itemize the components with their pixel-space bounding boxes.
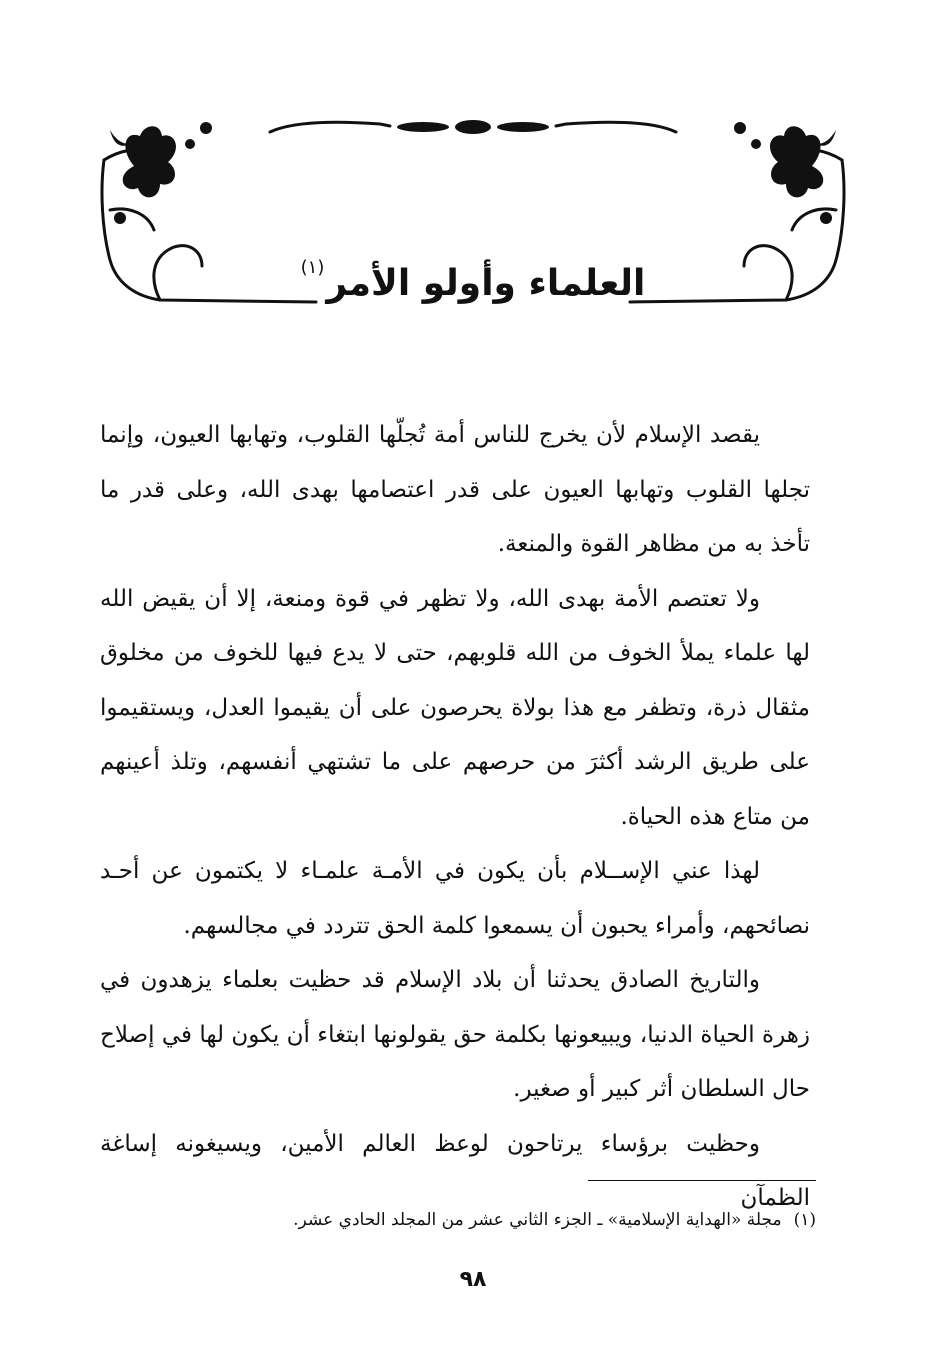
footnote: [100, 1200, 816, 1240]
body-text: [100, 408, 810, 1226]
footnote-marker: (١): [793, 1210, 816, 1230]
page-title: [0, 238, 946, 314]
top-arch-line: [270, 122, 390, 132]
paragraph-1: يقصد الإسلام لأن يخرج للناس أمة تُجلّها القلوب، وتهابها العيون، وإنما تجلها القلوب وتهابها العيون على قدر اعتصامها بهدى الله، وعلى قدر ما تأخذ به من مظاهر القوة والمنعة.: [100, 422, 810, 557]
footnote-divider: [588, 1180, 816, 1181]
page-number: ٩٨: [459, 1267, 487, 1292]
paragraph-2: ولا تعتصم الأمة بهدى الله، ولا تظهر في قوة ومنعة، إلا أن يقيض الله لها علماء يملأ الخوف من الله قلوبهم، حتى لا يدع فيها للخوف من مخلوق مثقال ذرة، وتظفر مع هذا بولاة يحرصون على أن يقيموا العدل، ويستقيموا على طريق الرشد أكثرَ من حرصهم على ما تشتهي أنفسهم، وتلذ أعينهم من متاع هذه الحياة.: [100, 585, 810, 830]
title-footnote-ref: (١): [300, 257, 325, 278]
paragraph-3: لهذا عني الإســلام بأن يكون في الأمـة علمـاء لا يكتمون عن أحـد نصائحهم، وأمراء يحبون أن يسمعوا كلمة الحق تتردد في مجالسهم.: [100, 858, 810, 939]
title-text: العلماء وأولو الأمر: [326, 263, 646, 304]
center-knot-ornament: [397, 120, 549, 134]
paragraph-4: والتاريخ الصادق يحدثنا أن بلاد الإسلام قد حظيت بعلماء يزهدون في زهرة الحياة الدنيا، ويبيعونها بكلمة حق يقولونها ابتغاء أن يكون لها في إصلاح حال السلطان أثر كبير أو صغير.: [100, 967, 810, 1102]
paragraph-5: وحظيت برؤساء يرتاحون لوعظ العالم الأمين، ويسيغونه إساغة الظمآن: [100, 1130, 810, 1211]
footnote-text: مجلة «الهداية الإسلامية» ـ الجزء الثاني عشر من المجلد الحادي عشر.: [293, 1210, 782, 1230]
